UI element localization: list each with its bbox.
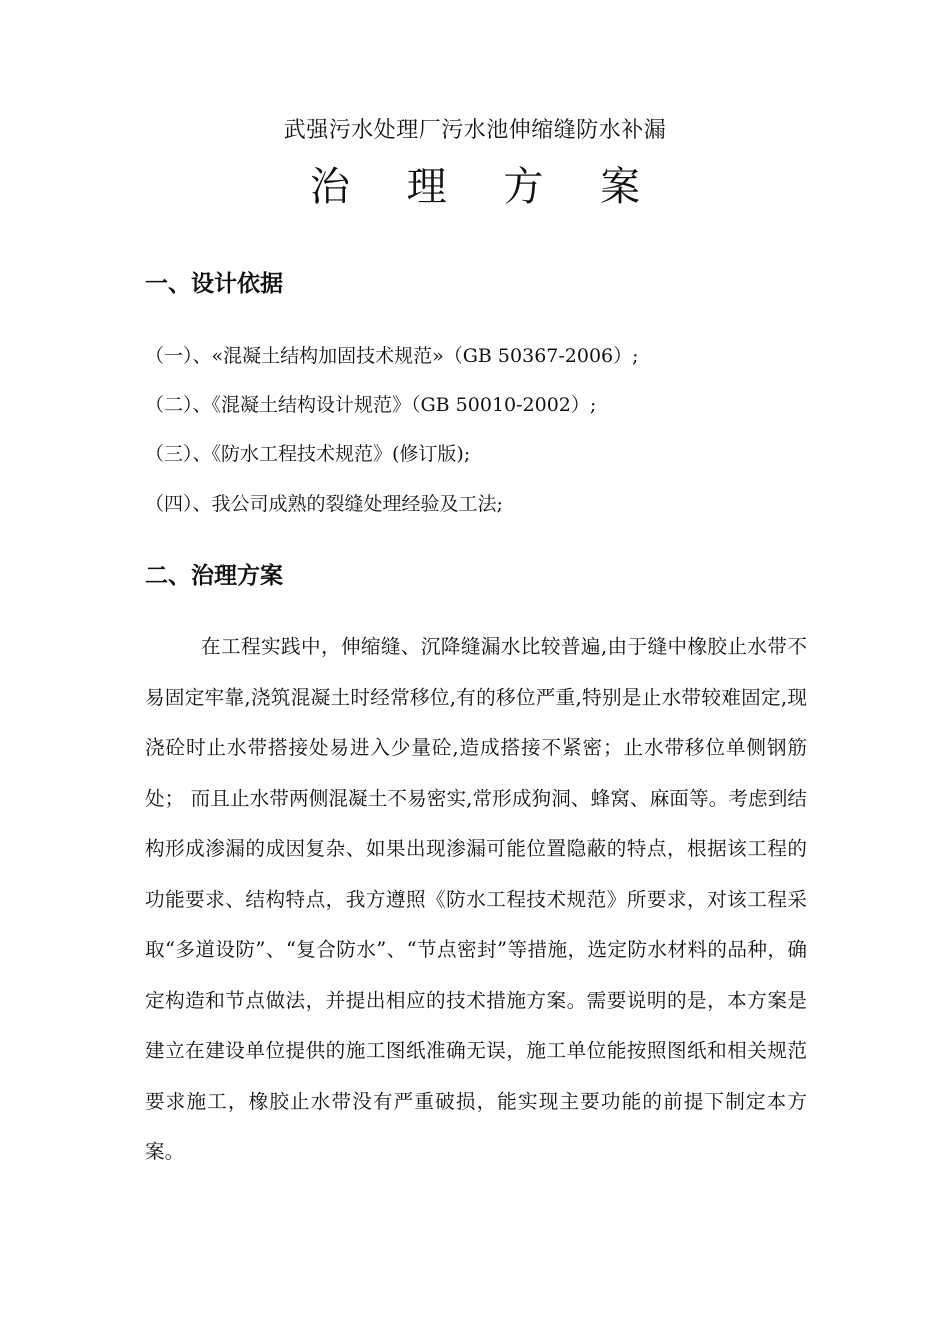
body-paragraph: 在工程实践中，伸缩缝、沉降缝漏水比较普遍,由于缝中橡胶止水带不易固定牢靠,浇筑混凝土时经常移位,有的移位严重,特别是止水带较难固定,现浇砼时止水带搭接处易进入少量砼,造成搭接不紧密；止水带移位单侧钢筋处； 而且止水带两侧混凝土不易密实,常形成狗洞、蜂窝、麻面等。考虑到结构形成渗漏的成因复杂、如果出现渗漏可能位置隐蔽的特点，根据该工程的功能要求、结构特点，我方遵照《防水工程技术规范》所要求，对该工程采取“多道设防”、“复合防水”、“节点密封”等措施，选定防水材料的品种，确定构造和节点做法，并提出相应的技术措施方案。需要说明的是，本方案是建立在建设单位提供的施工图纸准确无误，施工单位能按照图纸和相关规范要求施工，橡胶止水带没有严重破损，能实现主要功能的前提下制定本方案。	[145, 635, 807, 1163]
document-subtitle: 武强污水处理厂污水池伸缩缝防水补漏	[283, 118, 667, 143]
section-heading-design-basis: 一、设计依据	[145, 271, 283, 297]
reference-item: （四）、我公司成熟的裂缝处理经验及工法;	[145, 493, 503, 515]
reference-item: （二）、《混凝土结构设计规范》（GB 50010-2002）;	[145, 394, 597, 416]
document-title: 治 理 方 案	[309, 164, 663, 210]
section-heading-treatment-plan: 二、治理方案	[145, 563, 283, 589]
reference-item: （三）、《防水工程技术规范》(修订版);	[145, 443, 471, 465]
reference-item: （一）、«混凝土结构加固技术规范»（GB 50367-2006）;	[145, 345, 639, 367]
